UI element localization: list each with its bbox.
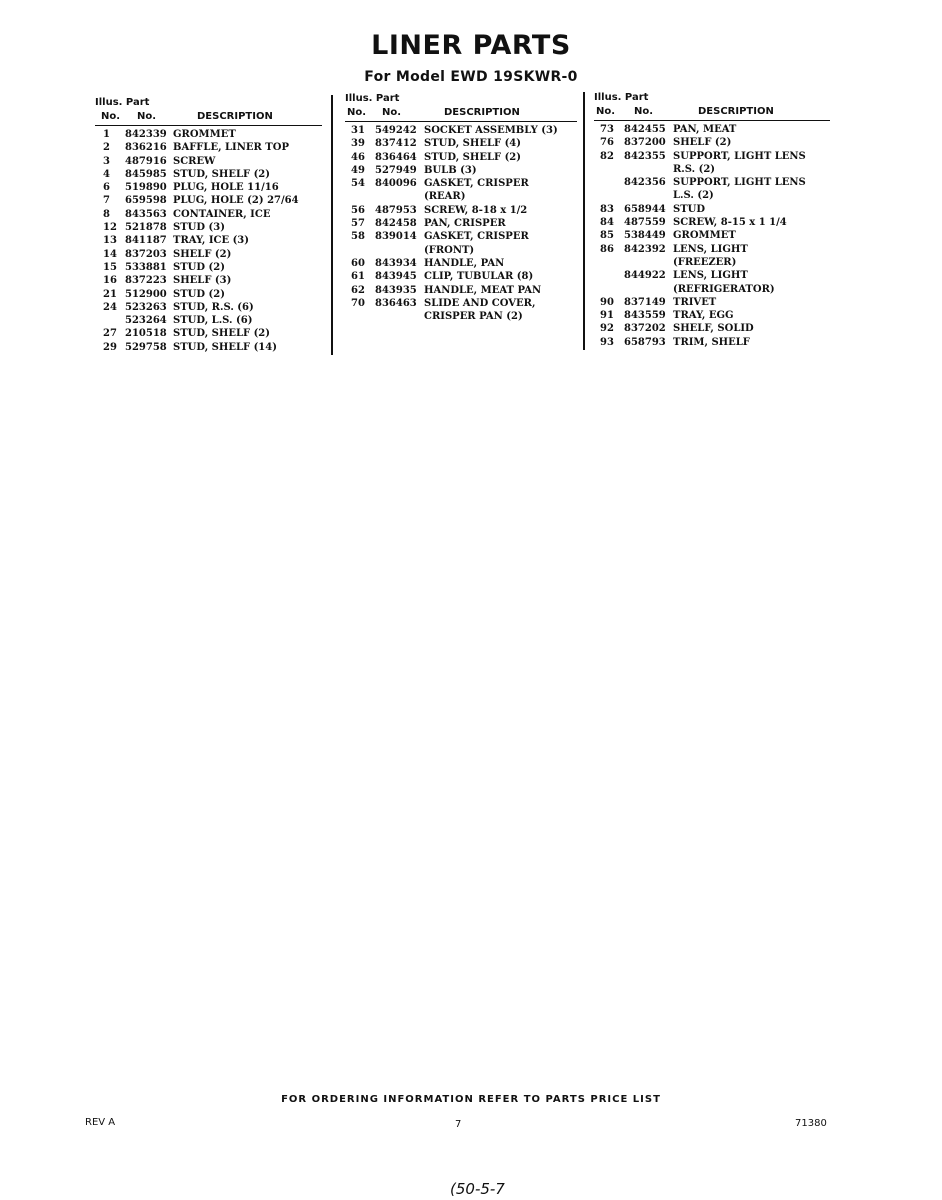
table-row <box>95 194 325 207</box>
table-row <box>594 136 830 149</box>
part-description: SHELF, SOLID <box>673 323 754 335</box>
table-row <box>345 244 580 257</box>
parts-list <box>345 124 580 323</box>
table-row <box>95 234 325 247</box>
table-row <box>95 141 325 154</box>
part-number: 837202 <box>624 323 666 335</box>
illus-number: 76 <box>600 137 614 149</box>
table-row <box>95 155 325 168</box>
part-number: 841187 <box>125 235 167 247</box>
table-row <box>95 248 325 261</box>
col-header-part-no: No. <box>634 106 654 117</box>
part-number: 843945 <box>375 271 417 283</box>
document-number: 71380 <box>795 1118 827 1129</box>
part-number: 658944 <box>624 203 666 215</box>
illus-number: 12 <box>103 222 117 234</box>
part-description: GASKET, CRISPER <box>424 231 529 243</box>
illus-number: 92 <box>600 323 614 335</box>
part-number: 842455 <box>624 124 666 135</box>
part-description: STUD, SHELF (4) <box>424 138 521 150</box>
part-description: PLUG, HOLE (2) 27/64 <box>173 195 299 207</box>
illus-number: 15 <box>103 261 117 273</box>
illus-number: 1 <box>103 129 110 140</box>
illus-number: 27 <box>103 328 117 340</box>
col-header-no: No. <box>101 111 121 122</box>
part-description: GROMMET <box>673 230 736 242</box>
table-row <box>594 203 830 216</box>
illus-number: 29 <box>103 341 117 353</box>
part-number: 836463 <box>375 297 417 309</box>
part-description: (REAR) <box>424 191 466 203</box>
part-number: 487916 <box>125 155 167 167</box>
illus-number: 3 <box>103 155 110 167</box>
header-rule <box>345 121 577 122</box>
part-description: GROMMET <box>173 129 236 140</box>
part-number: 837223 <box>125 275 167 287</box>
illus-number: 7 <box>103 195 110 207</box>
table-row <box>594 123 830 136</box>
table-row <box>345 151 580 164</box>
table-row <box>345 257 580 270</box>
part-description: TRAY, ICE (3) <box>173 235 249 247</box>
illus-number: 54 <box>351 178 365 190</box>
part-description: LENS, LIGHT <box>673 270 748 282</box>
table-row <box>95 128 325 141</box>
part-description: STUD, SHELF (2) <box>424 151 521 163</box>
illus-number: 14 <box>103 248 117 260</box>
part-number: 538449 <box>624 230 666 242</box>
table-row <box>594 269 830 282</box>
part-description: STUD <box>673 203 706 215</box>
part-description: SLIDE AND COVER, <box>424 297 536 309</box>
part-description: CONTAINER, ICE <box>173 208 271 220</box>
illus-number: 39 <box>351 138 365 150</box>
part-description: TRIM, SHELF <box>673 336 750 348</box>
illus-number: 56 <box>351 204 365 216</box>
parts-list <box>95 128 325 354</box>
illus-number: 13 <box>103 235 117 247</box>
col-header-description: DESCRIPTION <box>444 107 520 118</box>
table-row <box>594 176 830 189</box>
part-number: 836464 <box>375 151 417 163</box>
part-number: 837412 <box>375 138 417 150</box>
table-row <box>594 150 830 163</box>
table-row <box>95 181 325 194</box>
part-description: (FREEZER) <box>673 256 737 268</box>
col-header-part-no: No. <box>137 111 157 122</box>
part-number: 843563 <box>125 208 167 220</box>
part-description: STUD, L.S. (6) <box>173 315 253 327</box>
col-header-part-no: No. <box>382 107 402 118</box>
page-subtitle: For Model EWD 19SKWR-0 <box>364 69 578 85</box>
table-row <box>95 327 325 340</box>
illus-number: 90 <box>600 296 614 308</box>
illus-number: 16 <box>103 275 117 287</box>
part-description: CLIP, TUBULAR (8) <box>424 271 534 283</box>
table-row <box>594 243 830 256</box>
part-number: 210518 <box>125 328 167 340</box>
table-row <box>345 297 580 310</box>
part-number: 842458 <box>375 218 417 230</box>
col-header-illus-part: Illus. Part <box>594 92 649 103</box>
part-number: 843934 <box>375 257 417 269</box>
part-number: 658793 <box>624 336 666 348</box>
table-row <box>345 164 580 177</box>
part-description: PAN, CRISPER <box>424 218 506 230</box>
illus-number: 8 <box>103 208 110 220</box>
part-description: PLUG, HOLE 11/16 <box>173 182 279 194</box>
illus-number: 4 <box>103 168 110 180</box>
illus-number: 46 <box>351 151 365 163</box>
illus-number: 70 <box>351 297 365 309</box>
part-description: HANDLE, PAN <box>424 257 505 269</box>
part-description: SCREW, 8-18 x 1/2 <box>424 204 528 216</box>
part-description: (FRONT) <box>424 244 475 256</box>
table-row <box>345 217 580 230</box>
part-number: 837149 <box>624 296 666 308</box>
illus-number: 6 <box>103 182 110 194</box>
part-description: SUPPORT, LIGHT LENS <box>673 150 806 162</box>
part-number: 521878 <box>125 222 167 234</box>
illus-number: 61 <box>351 271 365 283</box>
table-row <box>345 284 580 297</box>
illus-number: 2 <box>103 142 110 154</box>
illus-number: 21 <box>103 288 117 300</box>
illus-number: 83 <box>600 203 614 215</box>
part-description: LENS, LIGHT <box>673 243 748 255</box>
part-description: R.S. (2) <box>673 163 716 175</box>
col-header-description: DESCRIPTION <box>698 106 774 117</box>
illus-number: 73 <box>600 124 614 135</box>
part-number: 839014 <box>375 231 417 243</box>
page-number: 7 <box>455 1119 462 1130</box>
part-number: 842392 <box>624 243 666 255</box>
table-row <box>594 216 830 229</box>
part-description: SCREW <box>173 155 216 167</box>
table-row <box>95 288 325 301</box>
illus-number: 58 <box>351 231 365 243</box>
table-row <box>594 296 830 309</box>
part-number: 523263 <box>125 301 167 313</box>
part-number: 842355 <box>624 150 666 162</box>
part-description: L.S. (2) <box>673 190 714 202</box>
revision-label: REV A <box>85 1117 116 1128</box>
illus-number: 91 <box>600 310 614 322</box>
table-row <box>95 208 325 221</box>
part-number: 519890 <box>125 182 167 194</box>
part-number: 840096 <box>375 178 417 190</box>
table-row <box>95 168 325 181</box>
column-divider-1 <box>331 95 333 355</box>
part-description: TRIVET <box>673 296 717 308</box>
part-description: SHELF (3) <box>173 275 232 287</box>
table-row <box>594 189 830 202</box>
part-number: 512900 <box>125 288 167 300</box>
part-description: HANDLE, MEAT PAN <box>424 284 542 296</box>
table-row <box>95 341 325 354</box>
illus-number: 60 <box>351 257 365 269</box>
col-header-description: DESCRIPTION <box>197 111 273 122</box>
part-description: GASKET, CRISPER <box>424 178 529 190</box>
table-row <box>345 124 580 137</box>
table-row <box>345 230 580 243</box>
table-row <box>345 177 580 190</box>
part-description: BAFFLE, LINER TOP <box>173 142 289 154</box>
illus-number: 82 <box>600 150 614 162</box>
part-number: 523264 <box>125 315 167 327</box>
table-row <box>594 229 830 242</box>
illus-number: 86 <box>600 243 614 255</box>
header-rule <box>95 125 322 126</box>
part-description: STUD, R.S. (6) <box>173 301 254 313</box>
parts-list <box>594 123 830 349</box>
part-description: STUD, SHELF (2) <box>173 168 270 180</box>
col-header-illus-part: Illus. Part <box>345 93 400 104</box>
part-description: BULB (3) <box>424 164 477 176</box>
part-description: PAN, MEAT <box>673 124 737 135</box>
part-description: SHELF (2) <box>673 137 732 149</box>
part-number: 527949 <box>375 164 417 176</box>
part-description: TRAY, EGG <box>673 310 734 322</box>
part-description: STUD (2) <box>173 288 225 300</box>
illus-number: 57 <box>351 218 365 230</box>
table-row <box>95 314 325 327</box>
part-number: 843559 <box>624 310 666 322</box>
table-row <box>95 221 325 234</box>
part-number: 487559 <box>624 217 666 229</box>
part-number: 842356 <box>624 177 666 189</box>
table-row <box>345 204 580 217</box>
table-row <box>345 137 580 150</box>
part-description: SOCKET ASSEMBLY (3) <box>424 125 558 136</box>
part-number: 487953 <box>375 204 417 216</box>
table-row <box>594 256 830 269</box>
illus-number: 84 <box>600 217 614 229</box>
part-description: CRISPER PAN (2) <box>424 311 523 323</box>
table-row <box>95 274 325 287</box>
illus-number: 31 <box>351 125 365 136</box>
page-title: LINER PARTS <box>371 30 571 61</box>
table-row <box>594 163 830 176</box>
part-number: 836216 <box>125 142 167 154</box>
table-row <box>345 190 580 203</box>
part-number: 837203 <box>125 248 167 260</box>
part-description: STUD (2) <box>173 261 225 273</box>
part-description: SUPPORT, LIGHT LENS <box>673 177 806 189</box>
table-row <box>594 309 830 322</box>
part-number: 659598 <box>125 195 167 207</box>
header-rule <box>594 120 830 121</box>
illus-number: 93 <box>600 336 614 348</box>
table-row <box>95 301 325 314</box>
part-number: 549242 <box>375 125 417 136</box>
part-description: STUD, SHELF (14) <box>173 341 277 353</box>
col-header-illus-part: Illus. Part <box>95 97 150 108</box>
part-number: 844922 <box>624 270 666 282</box>
part-description: STUD, SHELF (2) <box>173 328 270 340</box>
table-row <box>345 310 580 323</box>
col-header-no: No. <box>596 106 616 117</box>
illus-number: 85 <box>600 230 614 242</box>
ordering-info-note: FOR ORDERING INFORMATION REFER TO PARTS PRICE LIST <box>281 1094 661 1105</box>
part-description: SHELF (2) <box>173 248 232 260</box>
table-row <box>594 283 830 296</box>
part-number: 533881 <box>125 261 167 273</box>
table-row <box>594 322 830 335</box>
col-header-no: No. <box>347 107 367 118</box>
handwritten-note: (50-5-7 <box>450 1180 505 1198</box>
part-number: 529758 <box>125 341 167 353</box>
part-description: (REFRIGERATOR) <box>673 283 775 295</box>
illus-number: 24 <box>103 301 117 313</box>
part-number: 845985 <box>125 168 167 180</box>
column-divider-2 <box>583 92 585 350</box>
illus-number: 49 <box>351 164 365 176</box>
part-description: SCREW, 8-15 x 1 1/4 <box>673 217 787 229</box>
illus-number: 62 <box>351 284 365 296</box>
table-row <box>345 270 580 283</box>
part-number: 837200 <box>624 137 666 149</box>
table-row <box>594 336 830 349</box>
part-description: STUD (3) <box>173 222 225 234</box>
table-row <box>95 261 325 274</box>
part-number: 843935 <box>375 284 417 296</box>
part-number: 842339 <box>125 129 167 140</box>
